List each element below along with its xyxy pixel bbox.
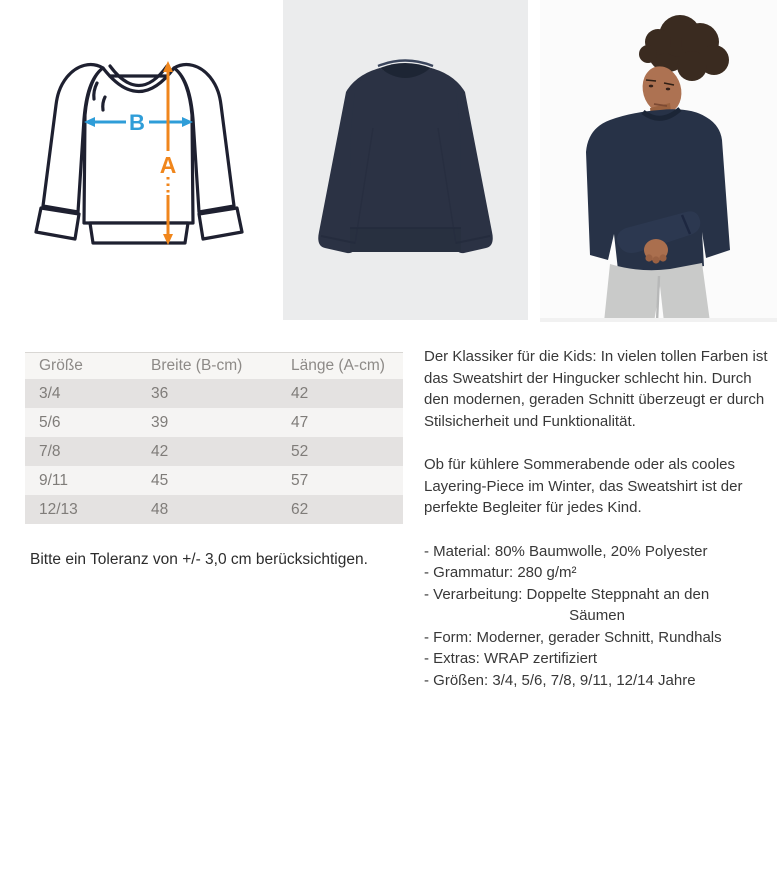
width-cell: 36 <box>151 384 169 402</box>
width-cell: 48 <box>151 500 169 518</box>
product-description <box>424 346 770 691</box>
table-row <box>25 495 403 524</box>
spec-extras: - Extras: WRAP zertifiziert <box>424 650 598 667</box>
description-paragraph: Ob für kühlere Sommerabende oder als cooles Layering-Piece im Winter, das Sweatshirt ist der perfekte Begleiter für jedes Kind. <box>424 456 743 516</box>
length-cell: 47 <box>291 413 309 431</box>
spec-form: - Form: Moderner, gerader Schnitt, Rundhals <box>424 628 722 646</box>
spec-grammatur: - Grammatur: 280 g/m² <box>424 564 577 581</box>
width-label: B <box>129 110 145 135</box>
size-measurement-diagram <box>33 55 245 255</box>
description-paragraph: Der Klassiker für die Kids: In vielen tollen Farben ist das Sweatshirt der Hingucker schlecht hin. Durch den modernen, geraden Schnitt überzeugt er durch Stilsicherheit und Funktionalität. <box>424 348 768 430</box>
length-cell: 57 <box>291 471 309 489</box>
tolerance-note: Bitte ein Toleranz von +/- 3,0 cm berücksichtigen. <box>30 551 368 568</box>
size-cell: 3/4 <box>39 384 61 402</box>
table-row <box>25 379 403 408</box>
col-header-laenge: Länge (A-cm) <box>277 353 403 380</box>
spec-groessen: - Größen: 3/4, 5/6, 7/8, 9/11, 12/14 Jahre <box>424 671 696 689</box>
product-photo-flat <box>283 0 528 320</box>
size-cell: 9/11 <box>39 471 69 489</box>
sweatshirt-outline-icon <box>33 55 245 255</box>
navy-sweatshirt-image <box>283 0 528 320</box>
width-cell: 45 <box>151 471 169 489</box>
size-cell: 12/13 <box>39 500 78 518</box>
table-row <box>25 408 403 437</box>
model-photo <box>540 0 777 322</box>
table-row <box>25 437 403 466</box>
kid-model-image <box>540 0 777 322</box>
width-cell: 42 <box>151 442 169 460</box>
size-table-header-row <box>25 353 403 380</box>
size-cell: 7/8 <box>39 442 61 460</box>
col-header-groesse: Größe <box>25 353 137 380</box>
spec-material: - Material: 80% Baumwolle, 20% Polyester <box>424 542 708 560</box>
length-cell: 62 <box>291 500 309 518</box>
col-header-breite: Breite (B-cm) <box>137 353 277 380</box>
length-label: A <box>159 152 177 178</box>
table-row <box>25 466 403 495</box>
size-cell: 5/6 <box>39 413 61 431</box>
width-cell: 39 <box>151 413 169 431</box>
length-cell: 42 <box>291 384 309 402</box>
spec-verarbeitung: - Verarbeitung: Doppelte Steppnaht an den <box>424 585 710 603</box>
length-cell: 52 <box>291 442 309 460</box>
size-table <box>25 352 403 524</box>
spec-verarbeitung-wrap: Säumen <box>569 607 625 624</box>
